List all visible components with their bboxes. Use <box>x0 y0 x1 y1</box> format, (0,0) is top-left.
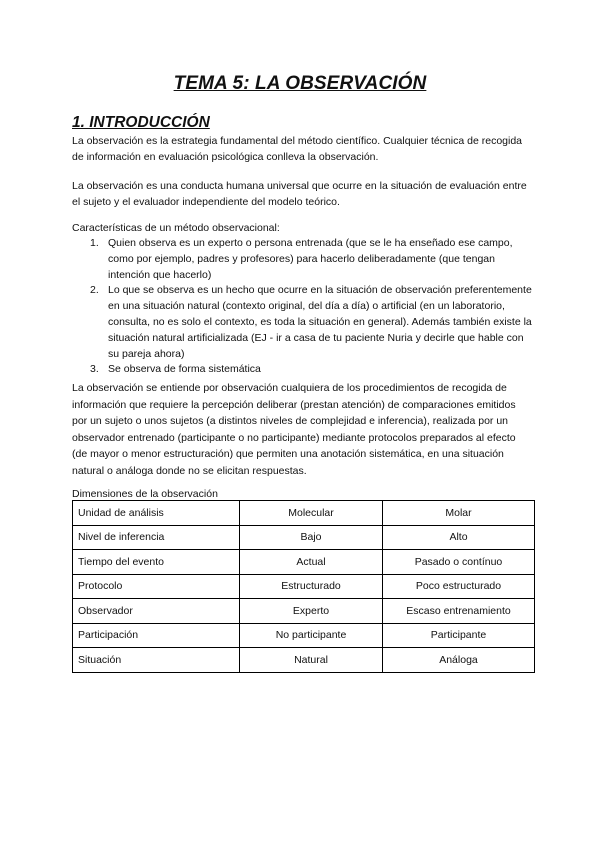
table-cell: Análoga <box>383 648 535 673</box>
list-item <box>72 283 534 362</box>
table-cell: Alto <box>383 525 535 550</box>
characteristics-heading: Características de un método observacional: <box>72 222 280 234</box>
list-item-text: Se observa de forma sistemática <box>108 363 261 376</box>
list-item-text: Lo que se observa es un hecho que ocurre en la situación de observación preferentemente en una situación natural (contexto original, del día a día) o artificial (en un laboratorio, consulta, no es solo el contexto, es toda la situación en general). Además también existe la situación natural artificializada (EJ - ir a casa de tu paciente Nuria y decirle que hable con su pareja ahora) <box>108 284 532 360</box>
list-item-text: Quien observa es un experto o persona entrenada (que se le ha enseñado ese campo, como por ejemplo, padres y profesores) para hacerlo deliberadamente (que tengan intención que hacerlo) <box>108 237 513 281</box>
table-row <box>73 550 535 575</box>
list-item-number: 3. <box>90 363 99 376</box>
table-row <box>73 525 535 550</box>
table-cell: Tiempo del evento <box>73 550 240 575</box>
document-title: TEMA 5: LA OBSERVACIÓN <box>173 73 427 94</box>
table-cell: Participante <box>383 623 535 648</box>
table-cell: Bajo <box>240 525 383 550</box>
table-cell: Situación <box>73 648 240 673</box>
table-row <box>73 599 535 624</box>
table-row <box>73 648 535 673</box>
table-cell: Molecular <box>240 501 383 526</box>
intro-paragraph: La observación es la estrategia fundamental del método científico. Cualquier técnica de recogida de información en evaluación psicológica conlleva la observación. <box>72 135 523 164</box>
list-item-number: 1. <box>90 237 99 249</box>
table-cell: Experto <box>240 599 383 624</box>
table-cell: No participante <box>240 623 383 648</box>
table-row <box>73 623 535 648</box>
list-item-number: 2. <box>90 284 99 297</box>
list-item <box>72 236 534 283</box>
characteristics-list <box>72 236 534 378</box>
list-item <box>72 362 534 378</box>
table-cell: Natural <box>240 648 383 673</box>
table-cell: Poco estructurado <box>383 574 535 599</box>
universal-conduct-paragraph: La observación es una conducta humana universal que ocurre en la situación de evaluación entre el sujeto y el evaluador independiente del modelo teórico. <box>72 180 527 209</box>
table-cell: Escaso entrenamiento <box>383 599 535 624</box>
table-cell: Actual <box>240 550 383 575</box>
definition-paragraph: La observación se entiende por observación cualquiera de los procedimientos de recogida de información que requiere la percepción deliberar (prestan atención) de comparaciones emitidos por un sujeto o unos sujetos (a distintos niveles de complejidad e inferencia), realizada por un observador entrenado (participante o no participante) mediante protocolos preparados al efecto (de mayor o menor estructuración) que permiten una anotación sistemática, en una situación natural o análoga donde no se elicitan respuestas. <box>72 382 516 477</box>
table-row <box>73 574 535 599</box>
table-cell: Unidad de análisis <box>73 501 240 526</box>
table-cell: Participación <box>73 623 240 648</box>
table-cell: Observador <box>73 599 240 624</box>
table-cell: Nivel de inferencia <box>73 525 240 550</box>
table-caption: Dimensiones de la observación <box>72 488 218 500</box>
table-cell: Pasado o contínuo <box>383 550 535 575</box>
section-heading: 1. INTRODUCCIÓN <box>72 114 210 131</box>
table-cell: Molar <box>383 501 535 526</box>
table-cell: Protocolo <box>73 574 240 599</box>
dimensions-table <box>72 500 535 673</box>
table-row <box>73 501 535 526</box>
table-cell: Estructurado <box>240 574 383 599</box>
